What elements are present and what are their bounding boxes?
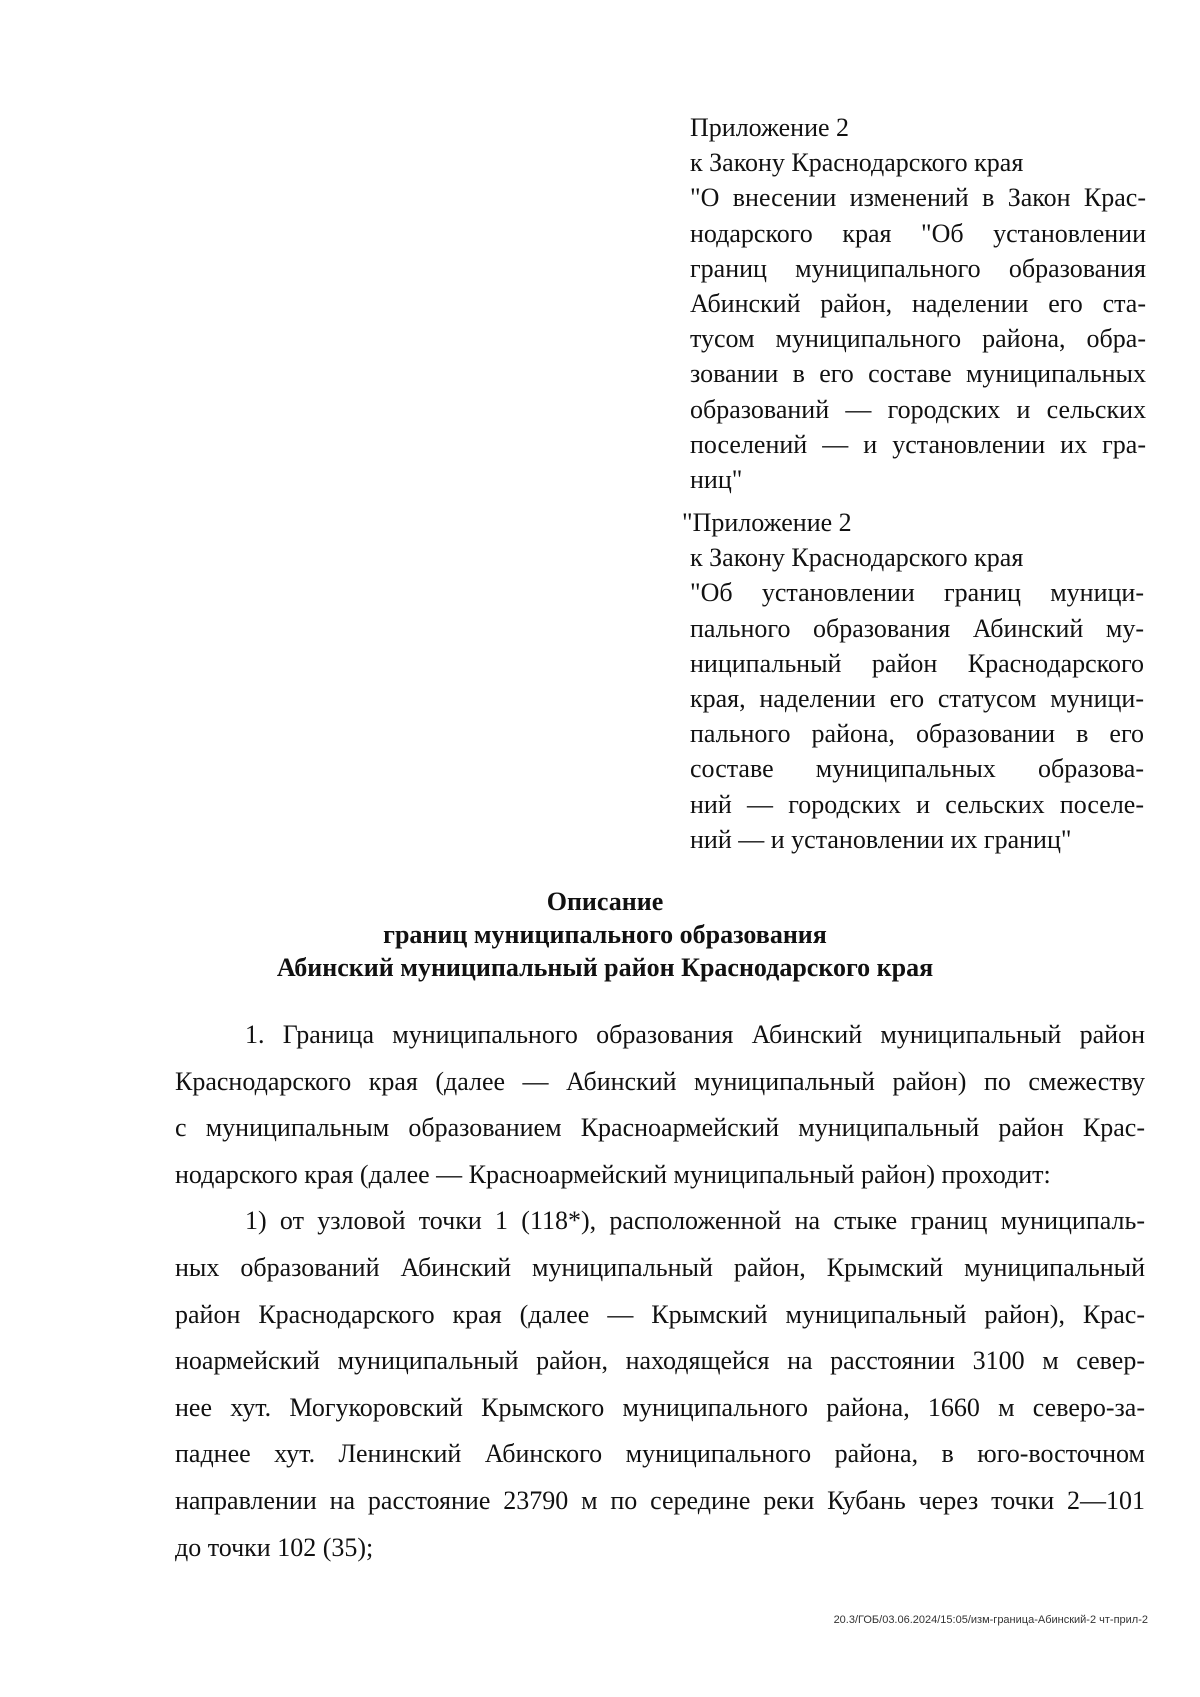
- body-line: паднее хут. Ленинский Абинского муниципального района, в юго-восточном: [175, 1439, 1145, 1469]
- appendix-1-line: тусом муниципального района, обра-: [690, 324, 1146, 354]
- appendix-2-line: к Закону Краснодарского края: [690, 543, 1024, 573]
- appendix-2-line: ниципальный район Краснодарского: [690, 648, 1144, 678]
- appendix-2-line: края, наделении его статусом муници-: [690, 684, 1144, 714]
- appendix-2-line: "Приложение 2: [682, 508, 852, 537]
- appendix-1-line: образований — городских и сельских: [690, 394, 1146, 424]
- appendix-1-line: зовании в его составе муниципальных: [690, 359, 1146, 389]
- body-line: 1) от узловой точки 1 (118*), расположенной на стыке границ муниципаль-: [245, 1206, 1145, 1236]
- appendix-1-line: нодарского края "Об установлении: [690, 218, 1146, 248]
- body-line: район Краснодарского края (далее — Крымский муниципальный район), Крас-: [175, 1299, 1145, 1329]
- title-line: границ муниципального образования: [383, 920, 827, 949]
- appendix-header-amending-law: [690, 110, 1146, 497]
- title-line: Абинский муниципальный район Краснодарского края: [276, 953, 934, 982]
- appendix-header-original-law: [682, 505, 1144, 857]
- footer-document-code: 20.3/ГОБ/03.06.2024/15:05/изм-граница-Абинский-2 чт-прил-2: [833, 1614, 1148, 1626]
- body-line: с муниципальным образованием Красноармейский муниципальный район Крас-: [175, 1113, 1145, 1143]
- document-title: [160, 885, 1050, 984]
- body-line: нодарского края (далее — Красноармейский муниципальный район) проходит:: [175, 1159, 1051, 1189]
- body-line: направлении на расстояние 23790 м по середине реки Кубань через точки 2—101: [175, 1485, 1145, 1515]
- appendix-1-line: к Закону Краснодарского края: [690, 148, 1024, 178]
- appendix-1-line: Абинский район, наделении его ста-: [690, 289, 1146, 319]
- appendix-1-line: поселений — и установлении их гра-: [690, 429, 1146, 459]
- appendix-2-line: ний — и установлении их границ": [690, 824, 1072, 854]
- appendix-1-line: границ муниципального образования: [690, 253, 1146, 283]
- appendix-1-line: "О внесении изменений в Закон Крас-: [690, 183, 1146, 213]
- appendix-2-line: "Об установлении границ муници-: [690, 578, 1144, 608]
- appendix-1-line: ниц": [690, 465, 743, 495]
- appendix-2-line: пального района, образовании в его: [690, 719, 1144, 749]
- body-line: нее хут. Могукоровский Крымского муниципального района, 1660 м северо-за-: [175, 1392, 1145, 1422]
- title-line: Описание: [546, 887, 664, 916]
- body-line: Краснодарского края (далее — Абинский муниципальный район) по смежеству: [175, 1066, 1145, 1096]
- appendix-2-line: составе муниципальных образова-: [690, 754, 1144, 784]
- body-line: 1. Граница муниципального образования Абинский муниципальный район: [245, 1020, 1145, 1049]
- appendix-2-line: пального образования Абинский му-: [690, 613, 1144, 643]
- body-line: до точки 102 (35);: [175, 1532, 374, 1562]
- body-line: ноармейский муниципальный район, находящейся на расстоянии 3100 м север-: [175, 1346, 1145, 1376]
- document-body: [175, 1012, 1145, 1571]
- appendix-1-line: Приложение 2: [690, 113, 850, 142]
- body-line: ных образований Абинский муниципальный район, Крымский муниципальный: [175, 1252, 1145, 1282]
- appendix-2-line: ний — городских и сельских поселе-: [690, 789, 1144, 819]
